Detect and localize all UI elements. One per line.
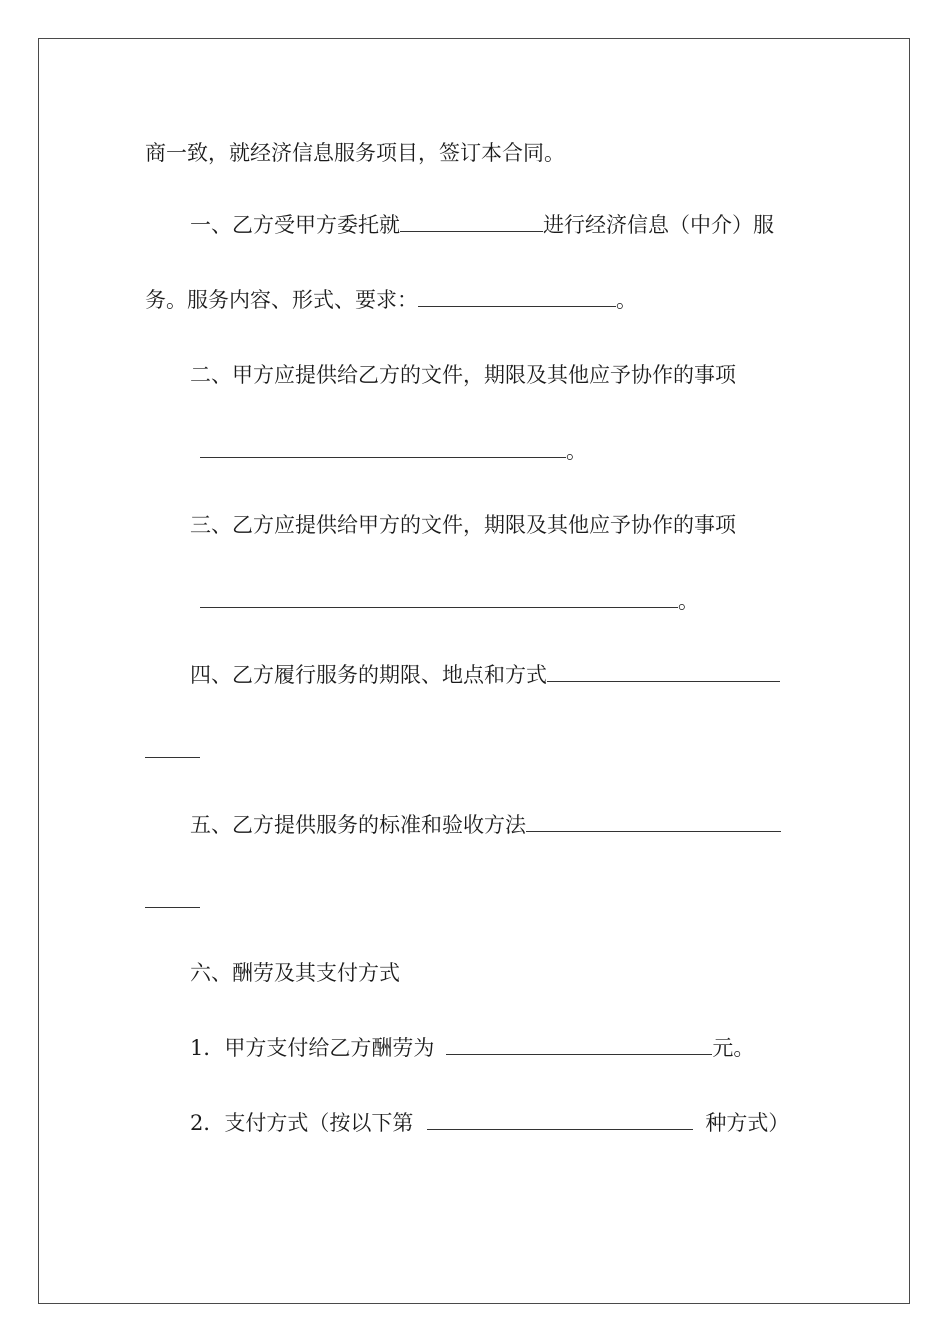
blank-field[interactable] bbox=[418, 286, 616, 307]
intro-line: 商一致，就经济信息服务项目，签订本合同。 bbox=[145, 141, 565, 165]
blank-field[interactable] bbox=[427, 1109, 693, 1130]
clause-2-line-2: 。 bbox=[200, 436, 587, 466]
clause-4-line-1: 四、乙方履行服务的期限、地点和方式 bbox=[190, 660, 780, 690]
blank-field[interactable] bbox=[145, 737, 200, 758]
clause-3-line-2: 。 bbox=[200, 586, 699, 616]
blank-field[interactable] bbox=[200, 587, 678, 608]
clause-3-line-1: 三、乙方应提供给甲方的文件，期限及其他应予协作的事项 bbox=[190, 513, 736, 537]
blank-field[interactable] bbox=[145, 887, 200, 908]
blank-field[interactable] bbox=[200, 437, 566, 458]
clause-1-line-1: 一、乙方受甲方委托就 进行经济信息（中介）服 bbox=[190, 213, 774, 237]
clause-4-line-2 bbox=[145, 736, 200, 766]
clause-5-line-1: 五、乙方提供服务的标准和验收方法 bbox=[190, 810, 781, 840]
clause-5-line-2 bbox=[145, 886, 200, 916]
blank-field[interactable] bbox=[526, 811, 781, 832]
clause-6-item-2: 2．支付方式（按以下第 种方式） bbox=[190, 1111, 790, 1135]
clause-6-heading: 六、酬劳及其支付方式 bbox=[190, 961, 400, 985]
blank-field[interactable] bbox=[446, 1034, 712, 1055]
blank-field[interactable] bbox=[400, 211, 543, 232]
clause-6-item-1: 1．甲方支付给乙方酬劳为 元。 bbox=[190, 1036, 755, 1060]
clause-2-line-1: 二、甲方应提供给乙方的文件，期限及其他应予协作的事项 bbox=[190, 363, 736, 387]
blank-field[interactable] bbox=[547, 661, 780, 682]
clause-1-line-2: 务。服务内容、形式、要求： 。 bbox=[145, 288, 637, 312]
